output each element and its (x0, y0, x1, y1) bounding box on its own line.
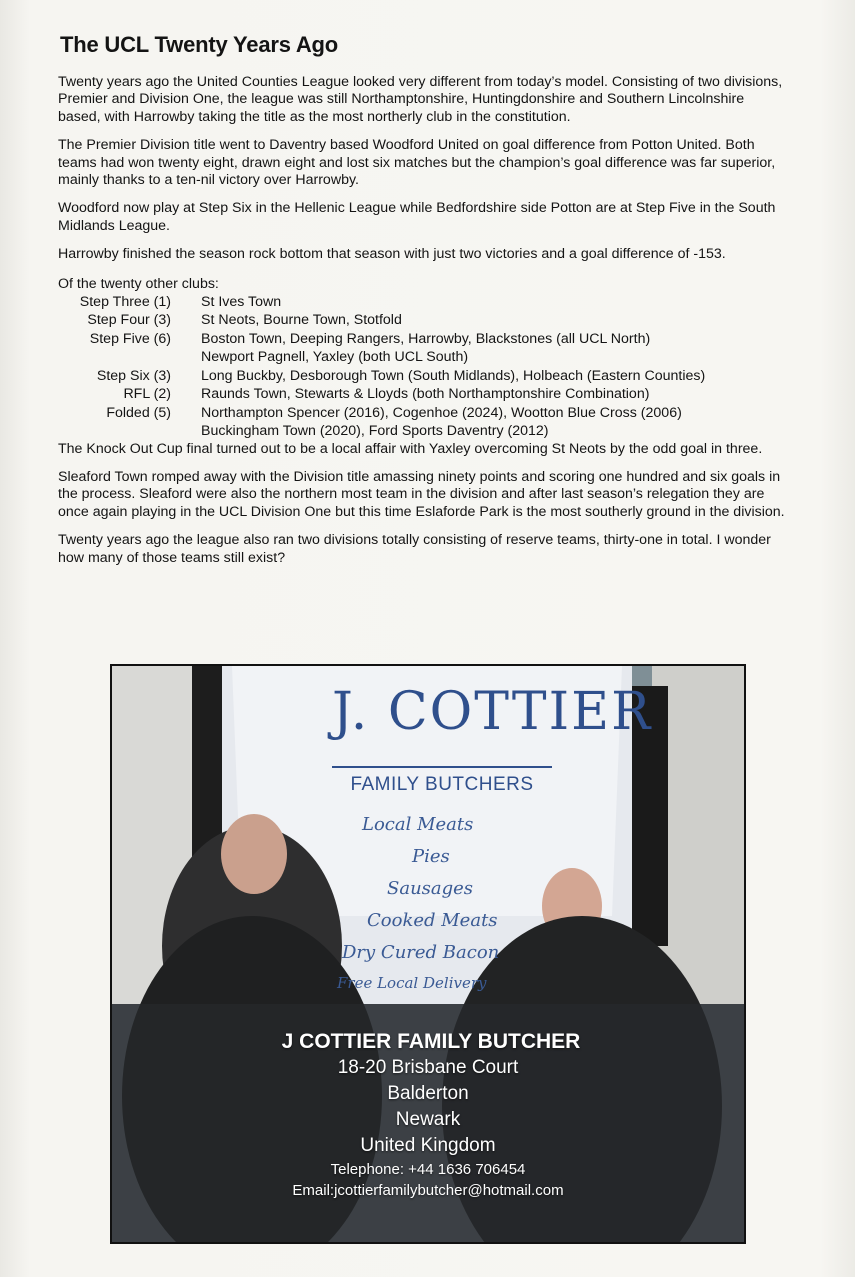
address-line: Newark (395, 1109, 461, 1130)
article (58, 30, 786, 578)
club-list: Boston Town, Deeping Rangers, Harrowby, Blackstones (all UCL North) Newport Pagnell, Yaxley (both UCL South) (201, 330, 651, 366)
club-category: Folded (5) (106, 404, 171, 421)
sign-item: Sausages (387, 878, 474, 899)
business-name: J COTTIER FAMILY BUTCHER (281, 1030, 581, 1053)
sign-item: Dry Cured Bacon (342, 942, 500, 963)
clubs-row (58, 385, 705, 404)
club-list: St Ives Town (201, 293, 282, 310)
club-category: Step Four (3) (87, 312, 171, 329)
telephone: Telephone: +44 1636 706454 (330, 1161, 526, 1178)
sign-item: Cooked Meats (367, 910, 498, 931)
club-list: Long Buckby, Desborough Town (South Midlands), Holbeach (Eastern Counties) (201, 367, 706, 384)
club-list: Raunds Town, Stewarts & Lloyds (both Northamptonshire Combination) (201, 386, 650, 403)
clubs-row (58, 311, 705, 330)
email: Email:jcottierfamilybutcher@hotmail.com (292, 1182, 564, 1199)
clubs-intro: Of the twenty other clubs: (58, 275, 219, 292)
sign-item: Pies (412, 846, 450, 867)
club-category: Step Six (3) (96, 367, 171, 384)
paragraph: The Knock Out Cup final turned out to be a local affair with Yaxley overcoming St Neots by the odd goal in three. (58, 440, 763, 457)
sign-item: Local Meats (362, 814, 474, 835)
paragraph: Harrowby finished the season rock bottom that season with just two victories and a goal difference of -153. (58, 246, 726, 263)
address-line: 18-20 Brisbane Court (337, 1057, 519, 1078)
club-category: Step Three (1) (79, 293, 171, 310)
sign-subtitle: FAMILY BUTCHERS (332, 766, 552, 796)
clubs-row (58, 330, 705, 367)
paragraph: Twenty years ago the United Counties League looked very different from today’s model. Consisting of two divisions, Premier and Division One, the league was still Northamptonshire, Huntingdonshire and Southern Lincolnshire based, with Harrowby taking the title as the most northerly club in the constitution. (58, 74, 783, 125)
advert-details (112, 1028, 744, 1201)
club-list: Northampton Spencer (2016), Cogenhoe (2024), Wootton Blue Cross (2006) Buckingham Town (2020), Ford Sports Daventry (2012) (201, 404, 682, 440)
article-title: The UCL Twenty Years Ago (60, 32, 339, 57)
sign-brand: J. COTTIER (332, 682, 653, 742)
paragraph: Woodford now play at Step Six in the Hellenic League while Bedfordshire side Potton are at Step Five in the South Midlands League. (58, 200, 776, 234)
address-line: Balderton (387, 1083, 469, 1104)
paragraph: The Premier Division title went to Daventry based Woodford United on goal difference from Potton United. Both teams had won twenty eight, drawn eight and lost six matches but the champion’s goal difference was far superior, mainly thanks to a ten-nil victory over Harrowby. (58, 137, 776, 189)
clubs-table (58, 293, 705, 441)
clubs-row (58, 367, 705, 386)
paragraph: Sleaford Town romped away with the Division title amassing ninety points and scoring one hundred and six goals in the process. Sleaford were also the northern most team in the division and after last season’s relegation they are once again playing in the UCL Division One but this time Eslaforde Park is the most southerly ground in the division. (58, 469, 785, 520)
clubs-row (58, 404, 705, 441)
address-line: United Kingdom (360, 1135, 496, 1156)
club-category: RFL (2) (123, 386, 171, 403)
clubs-row (58, 293, 705, 312)
sign-item: Free Local Delivery (337, 974, 487, 992)
club-list: St Neots, Bourne Town, Stotfold (201, 312, 402, 329)
club-category: Step Five (6) (89, 330, 171, 347)
paragraph: Twenty years ago the league also ran two divisions totally consisting of reserve teams, thirty-one in total. I wonder how many of those teams still exist? (58, 532, 771, 566)
butcher-advert (110, 664, 746, 1244)
